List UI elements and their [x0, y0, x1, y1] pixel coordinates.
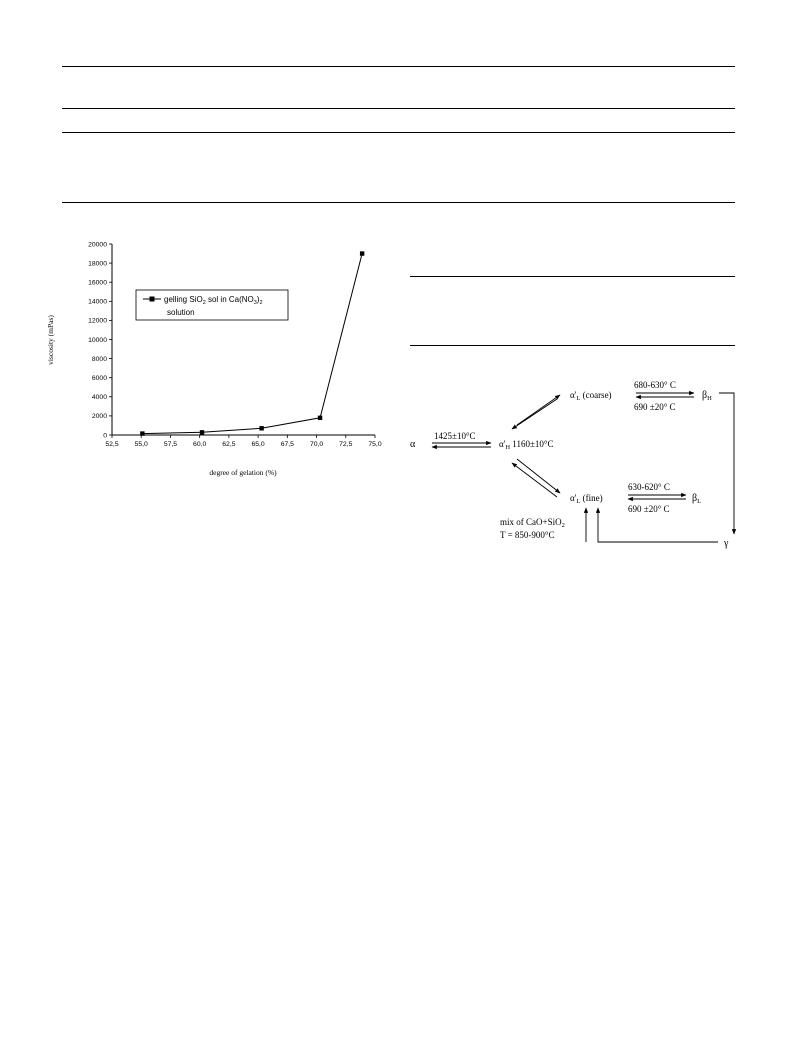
y-tick-label: 18000 [88, 260, 107, 268]
mix-text: mix of CaO+SiO [500, 517, 562, 527]
legend [136, 290, 288, 320]
gamma-phase-label: γ [724, 538, 729, 549]
data-point [140, 431, 144, 435]
x-tick-label: 67,5 [280, 441, 294, 448]
alphaH-temp: 1160±10°C [510, 439, 554, 449]
fine-to-betaL-top-label: 630-620° C [628, 482, 670, 492]
viscosity-chart [40, 232, 390, 482]
coarse-to-alphaH-arrow [512, 399, 557, 429]
x-tick-label: 55,0 [134, 441, 148, 448]
alphaL-coarse-suffix: (coarse) [580, 390, 612, 400]
table-top-rule [62, 66, 735, 67]
y-tick-label: 12000 [88, 317, 107, 325]
plot-frame [112, 244, 375, 435]
legend-text-c: ) [256, 295, 260, 304]
alphaL-coarse-label [570, 390, 612, 402]
x-tick-label: 57,5 [163, 441, 178, 448]
betaH-to-gamma-arrow [719, 393, 734, 534]
y-tick-label: 14000 [88, 298, 107, 306]
x-tick-label: 65,0 [251, 441, 265, 448]
alphaL-fine-suffix: (fine) [580, 493, 603, 503]
betaL-symbol: β [692, 493, 698, 504]
alphaH-symbol: α' [499, 439, 506, 449]
data-point [259, 426, 263, 430]
data-point [360, 251, 364, 255]
x-tick-label: 62,5 [222, 441, 236, 448]
betaH-subscript: H [707, 395, 712, 402]
alphaL-coarse-subscript: L [576, 395, 581, 402]
series-points [140, 251, 364, 435]
y-tick-label: 4000 [91, 394, 107, 402]
table-header-rule [62, 108, 735, 109]
y-tick-label: 16000 [88, 279, 107, 287]
mix-subscript: 2 [561, 522, 565, 529]
legend-sub-1: 2 [202, 300, 206, 306]
alphaL-fine-symbol: α' [570, 493, 577, 503]
table-bottom-rule [62, 202, 735, 203]
y-tick-label: 2000 [91, 413, 107, 421]
alphaH-phase-label [499, 439, 554, 451]
y-axis-ticks [88, 241, 112, 439]
x-tick-label: 70,0 [309, 441, 324, 448]
alphaL-fine-label [570, 493, 603, 505]
y-axis-title: viscosity (mPas) [46, 315, 55, 365]
x-tick-label: 72,5 [339, 441, 353, 448]
alpha-to-alphaH-temp-label: 1425±10°C [434, 431, 476, 441]
y-tick-label: 0 [103, 432, 107, 440]
coarse-to-betaH-top-label: 680-630° C [634, 380, 676, 390]
right-table-bottom-rule [410, 345, 735, 346]
legend-marker [150, 297, 155, 302]
alphaL-coarse-symbol: α' [570, 390, 577, 400]
fine-to-alphaH-arrow [512, 463, 557, 497]
x-axis-title: degree of gelation (%) [209, 468, 277, 477]
temperature-label: T = 850-900°C [500, 530, 555, 540]
alphaH-to-fine-arrow [517, 459, 560, 493]
legend-label-line2: solution [167, 308, 195, 317]
alphaL-fine-subscript: L [576, 498, 581, 505]
legend-text-b: sol in Ca(NO [205, 295, 254, 304]
betaL-subscript: L [697, 498, 702, 505]
legend-sub-3: 2 [259, 300, 263, 306]
y-tick-label: 8000 [91, 355, 107, 363]
alphaH-to-coarse-arrow [517, 395, 560, 425]
legend-text-a: gelling SiO [164, 295, 203, 304]
alphaH-subscript: H [505, 444, 511, 451]
fine-to-betaL-bottom-label: 690 ±20° C [628, 504, 670, 514]
x-axis-ticks [105, 435, 381, 448]
betaH-phase-label [702, 390, 712, 402]
data-point [318, 416, 322, 420]
legend-sub-2: 3 [253, 300, 257, 306]
right-table-top-rule [410, 276, 735, 277]
coarse-to-betaH-bottom-label: 690 ±20° C [634, 402, 676, 412]
data-point [200, 430, 204, 434]
x-tick-label: 60,0 [193, 441, 207, 448]
alpha-phase-label: α [410, 439, 416, 450]
x-tick-label: 52,5 [105, 441, 119, 448]
y-tick-label: 20000 [88, 241, 107, 249]
table-rule-2 [62, 132, 735, 133]
betaL-phase-label [692, 493, 701, 505]
betaH-symbol: β [702, 390, 708, 401]
mix-label [500, 517, 565, 529]
y-tick-label: 6000 [91, 375, 107, 382]
x-tick-label: 75,0 [368, 441, 382, 448]
y-tick-label: 10000 [88, 336, 107, 344]
phase-transformation-diagram [400, 370, 745, 555]
series-line [142, 254, 362, 434]
